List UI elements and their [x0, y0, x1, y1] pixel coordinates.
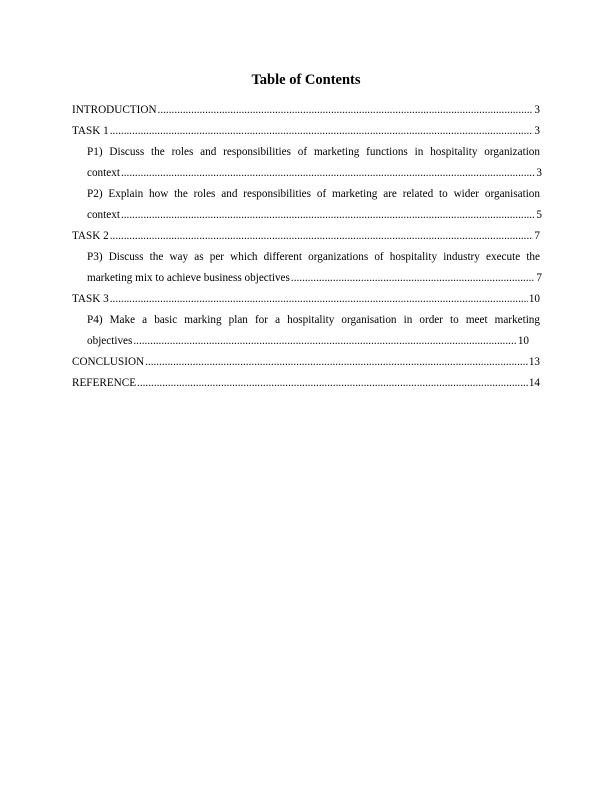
toc-entry-p4[interactable] [72, 310, 540, 352]
toc-dot-leader [110, 226, 534, 247]
toc-page-number: 3 [534, 125, 540, 137]
toc-entry-p1[interactable] [72, 142, 540, 184]
toc-entry-label-line-2: marketing mix to achieve business objectives [87, 272, 290, 284]
toc-entry-task-2[interactable] [72, 226, 540, 247]
toc-dot-leader [121, 163, 535, 184]
toc-dot-leader [110, 289, 528, 310]
toc-dot-leader [137, 373, 528, 394]
toc-entry-reference[interactable] [72, 373, 540, 394]
toc-page-number: 13 [528, 356, 540, 368]
toc-entry-label-line-1: P2) Explain how the roles and responsibilities of marketing are related to wider organisation [87, 188, 540, 200]
toc-dot-leader [158, 100, 534, 121]
toc-page-number: 14 [528, 377, 540, 389]
toc-title: Table of Contents [251, 72, 361, 88]
toc-entry-conclusion[interactable] [72, 352, 540, 373]
toc-dot-leader [145, 352, 528, 373]
toc-entry-label: INTRODUCTION [72, 104, 157, 116]
toc-entry-label: CONCLUSION [72, 356, 145, 368]
toc-page-number: 3 [534, 104, 540, 116]
toc-dot-leader [110, 121, 534, 142]
toc-entry-label: TASK 3 [72, 293, 109, 305]
toc-page-number: 3 [536, 167, 542, 179]
table-of-contents [72, 100, 540, 394]
toc-entry-label: TASK 2 [72, 230, 109, 242]
toc-entry-label-line-1: P1) Discuss the roles and responsibilities of marketing functions in hospitality organization [87, 146, 540, 158]
toc-entry-p2[interactable] [72, 184, 540, 226]
toc-entry-label-line-1: P3) Discuss the way as per which different organizations of hospitality industry execute the [87, 251, 540, 263]
toc-dot-leader [133, 331, 516, 352]
toc-entry-label-line-2: context [87, 167, 120, 179]
toc-dot-leader [121, 205, 535, 226]
toc-entry-label-line-2: context [87, 209, 120, 221]
toc-entry-task-3[interactable] [72, 289, 540, 310]
toc-dot-leader [291, 268, 536, 289]
toc-entry-label: REFERENCE [72, 377, 137, 389]
toc-entry-label-line-1: P4) Make a basic marking plan for a hospitality organisation in order to meet marketing [87, 314, 540, 326]
toc-page-number: 7 [536, 272, 542, 284]
toc-page-number: 10 [517, 335, 529, 347]
toc-entry-label-line-2: objectives [87, 335, 133, 347]
toc-entry-task-1[interactable] [72, 121, 540, 142]
toc-entry-introduction[interactable] [72, 100, 540, 121]
toc-entry-label: TASK 1 [72, 125, 109, 137]
toc-page-number: 7 [534, 230, 540, 242]
toc-page-number: 5 [536, 209, 542, 221]
toc-entry-p3[interactable] [72, 247, 540, 289]
toc-page-number: 10 [528, 293, 540, 305]
